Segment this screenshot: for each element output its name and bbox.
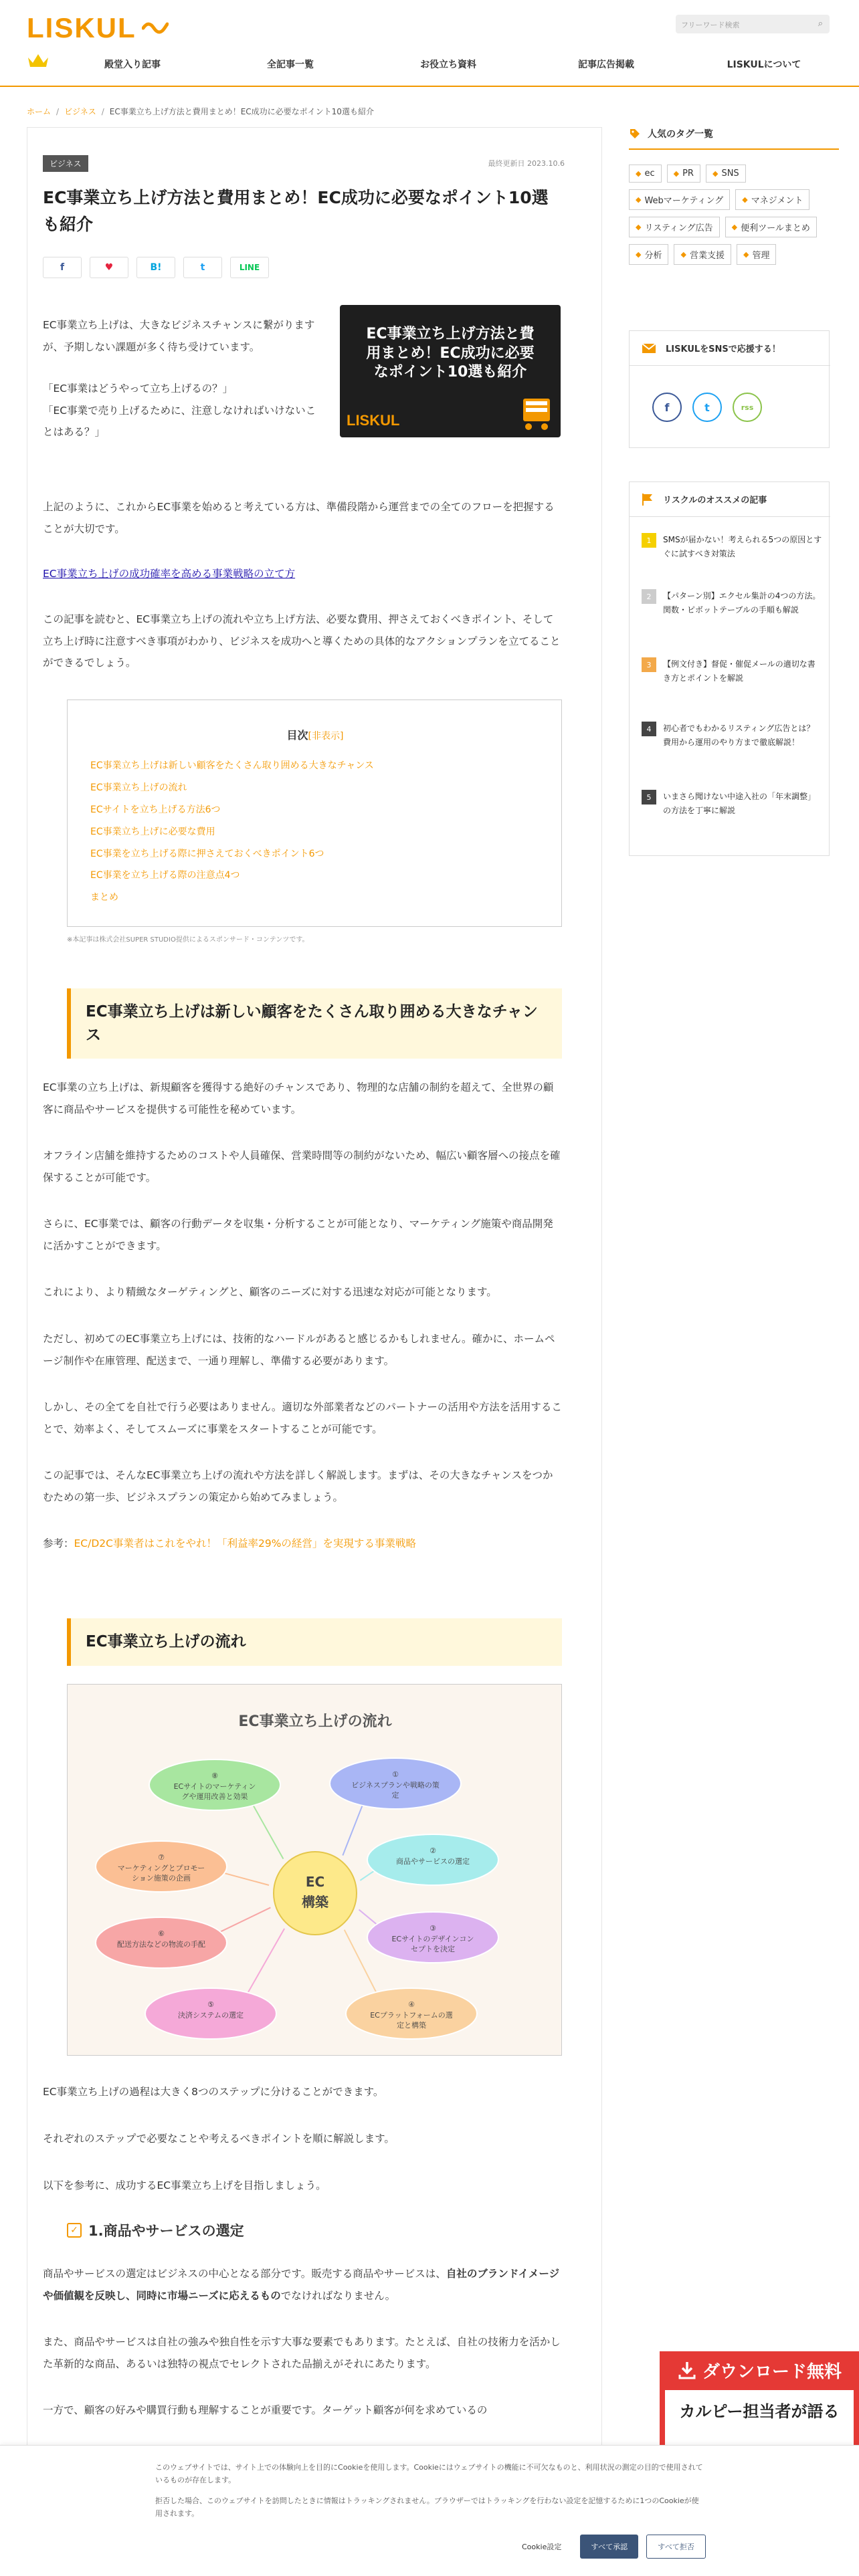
- recommended-title: いまさら聞けない中途入社の「年末調整」の方法を丁寧に解説: [663, 792, 816, 815]
- toc-list: [90, 755, 374, 909]
- paragraph: この記事では、そんなEC事業立ち上げの流れや方法を詳しく解説します。まずは、その大きなチャンスをつかむための第一歩、ビジネスプランの策定から始めてみましょう。: [43, 1469, 553, 1503]
- diagram-step-number: ③: [430, 1924, 436, 1933]
- search-input[interactable]: [676, 15, 830, 33]
- cookie-text: このウェブサイトでは、サイト上での体験向上を目的にCookieを使用します。Cookieにはウェブサイトの機能に不可欠なものと、利用状況の測定の目的で使用されているものが存在します。: [155, 2463, 703, 2485]
- diagram-center-label-1: EC: [305, 1874, 325, 1890]
- tag-item[interactable]: ◆ 営業支援: [674, 244, 731, 265]
- shopping-cart-icon: [519, 392, 554, 432]
- reference-link[interactable]: EC/D2C事業者はこれをやれ！「利益率29%の経営」を実現する事業戦略: [74, 1537, 416, 1549]
- diagram-step-label: 配送方法などの物流の手配: [117, 1940, 205, 1949]
- diagram-step: [149, 1759, 280, 1810]
- diagram-step-label: セプトを決定: [411, 1945, 455, 1953]
- check-icon: ✓: [67, 2223, 82, 2238]
- pocket-share-button[interactable]: ♥: [90, 257, 128, 278]
- diagram-step-number: ①: [392, 1770, 399, 1779]
- toc-item[interactable]: EC事業立ち上げの流れ: [90, 782, 187, 793]
- tag-item[interactable]: ◆ PR: [667, 165, 700, 183]
- rank-badge: 1: [642, 533, 656, 548]
- section-heading-flow: EC事業立ち上げの流れ: [67, 1618, 562, 1666]
- download-icon: [677, 2360, 697, 2380]
- recommended-articles: [629, 481, 830, 856]
- tag-item[interactable]: ◆ Webマーケティング: [629, 189, 730, 210]
- diagram-step-number: ②: [430, 1846, 436, 1855]
- diagram-center-circle: [274, 1852, 357, 1935]
- diagram-step-label: ECプラットフォームの選: [370, 2011, 453, 2020]
- reference-paragraph: 参考：EC/D2C事業者はこれをやれ！「利益率29%の経営」を実現する事業戦略: [43, 1537, 416, 1549]
- sns-follow-box: [629, 330, 830, 448]
- updated-date: 最終更新日 2023.10.6: [488, 159, 565, 168]
- diagram-arrow: [246, 1929, 284, 1996]
- diagram-step-label: グや運用改善と効果: [181, 1792, 248, 1801]
- download-banner-top: ダウンロード無料: [660, 2351, 859, 2389]
- paragraph: 商品やサービスの選定はビジネスの中心となる部分です。販売する商品やサービスは、自社のブランドイメージや価値観を反映し、同時に市場ニーズに応えるものでなければなりません。: [43, 2268, 560, 2302]
- diagram-title: EC事業立ち上げの流れ: [238, 1713, 392, 1730]
- paragraph: EC事業立ち上げの過程は大きく8つのステップに分けることができます。: [43, 2086, 384, 2098]
- tag-icon: [629, 128, 641, 140]
- diagram-step-label: ECサイトのマーケティン: [173, 1782, 256, 1791]
- cookie-buttons: [511, 2535, 706, 2559]
- download-banner[interactable]: [660, 2351, 859, 2452]
- diagram-step-label: 商品やサービスの選定: [396, 1857, 470, 1866]
- site-header: [0, 0, 859, 87]
- subsection-heading: ✓ 1.商品やサービスの選定: [67, 2220, 562, 2240]
- toc-item[interactable]: ECサイトを立ち上げる方法6つ: [90, 804, 221, 815]
- paragraph: オフライン店舗を維持するためのコストや人員確保、営業時間等の制約がないため、幅広い顧客層への接点を確保することが可能です。: [43, 1150, 561, 1184]
- site-logo[interactable]: LISKUL: [27, 12, 136, 43]
- rank-badge: 5: [642, 790, 656, 804]
- flag-icon: [642, 493, 654, 506]
- rss-icon[interactable]: rss: [733, 393, 762, 422]
- table-of-contents: [67, 700, 562, 927]
- nav-item-ads[interactable]: 記事広告掲載: [578, 60, 634, 70]
- breadcrumb-current: EC事業立ち上げ方法と費用まとめ！EC成功に必要なポイント10選も紹介: [109, 107, 374, 116]
- toc-title: 目次[非表示]: [286, 729, 344, 742]
- toc-toggle[interactable]: [非表示]: [308, 731, 344, 742]
- diagram-step-label: ション施策の企画: [132, 1874, 191, 1883]
- twitter-share-button[interactable]: t: [183, 257, 222, 278]
- mail-icon: [642, 343, 656, 354]
- diagram-step: [96, 1841, 227, 1892]
- breadcrumb: ホーム / ビジネス / EC事業立ち上げ方法と費用まとめ！EC成功に必要なポイント10選も紹介: [27, 107, 374, 116]
- recommended-title: 【例文付き】督促・催促メールの適切な書き方とポイントを解説: [663, 659, 816, 683]
- toc-item[interactable]: EC事業を立ち上げる際に押さえておくべきポイント6つ: [90, 848, 324, 859]
- paragraph: 上記のように、これからEC事業を始めると考えている方は、準備段階から運営までの全てのフローを把握することが大切です。: [43, 501, 555, 535]
- article-title: EC事業立ち上げ方法と費用まとめ！EC成功に必要なポイント10選も紹介: [43, 188, 549, 234]
- diagram-step: [330, 1758, 461, 1809]
- nav-item-all-articles[interactable]: 全記事一覧: [267, 60, 314, 70]
- diagram-step-number: ⑥: [158, 1929, 165, 1938]
- recommended-title: 初心者でもわかるリスティング広告とは？費用から運用のやり方まで徹底解説！: [663, 724, 815, 747]
- tag-item[interactable]: ◆ 管理: [737, 244, 776, 265]
- facebook-share-button[interactable]: f: [43, 257, 82, 278]
- paragraph: しかし、その全てを自社で行う必要はありません。適切な外部業者などのパートナーの活用や方法を活用することで、効率よく、そしてスムーズに事業をスタートすることが可能です。: [43, 1401, 562, 1435]
- intro-text: [43, 314, 317, 443]
- diagram-step-number: ④: [408, 2000, 415, 2009]
- facebook-icon[interactable]: f: [652, 393, 682, 422]
- diagram-step-label: 決済システムの選定: [178, 2011, 244, 2020]
- search-icon[interactable]: ⌕: [818, 19, 823, 29]
- diagram-step: [367, 1912, 498, 1963]
- sns-icons: [652, 393, 762, 422]
- rank-badge: 3: [642, 657, 656, 672]
- strategy-article-link[interactable]: EC事業立ち上げの成功確率を高める事業戦略の立て方: [43, 568, 296, 580]
- paragraph: 一方で、顧客の好みや購買行動も理解することが重要です。ターゲット顧客が何を求めているの: [43, 2404, 488, 2416]
- recommended-heading: リスクルのオススメの記事: [630, 482, 830, 517]
- nav-item-resources[interactable]: お役立ち資料: [420, 60, 476, 70]
- tag-list: [629, 165, 836, 265]
- tag-item[interactable]: ◆ SNS: [706, 165, 746, 183]
- ec-flow-diagram: [67, 1684, 562, 2056]
- toc-item[interactable]: EC事業立ち上げは新しい顧客をたくさん取り囲める大きなチャンス: [90, 760, 374, 771]
- nav-item-about[interactable]: LISKULについて: [727, 60, 801, 70]
- header-divider: [0, 86, 859, 87]
- intro-paragraph: EC事業立ち上げは、大きなビジネスチャンスに繋がりますが、予期しない課題が多く待ち受けています。: [43, 319, 315, 353]
- tag-item[interactable]: ◆ 分析: [629, 244, 668, 265]
- recommended-item[interactable]: [642, 533, 822, 561]
- diagram-step: [145, 1988, 276, 2039]
- sns-heading: LISKULをSNSで応援する！: [630, 331, 830, 366]
- hero-logo: LISKUL: [347, 412, 400, 429]
- breadcrumb-category[interactable]: ビジネス: [64, 107, 96, 116]
- search-placeholder: フリーワード検索: [681, 21, 740, 29]
- cookie-settings-button[interactable]: Cookie設定: [522, 2543, 562, 2551]
- paragraph: この記事を読むと、EC事業立ち上げの流れや立ち上げ方法、必要な費用、押さえておくべきポイント、そして立ち上げ時に注意すべき事項がわかり、ビジネスを成功へと導くための具体的なアクションプランを立てることができるでしょう。: [43, 613, 561, 669]
- diagram-step-label: マーケティングとプロモー: [117, 1864, 205, 1872]
- diagram-step-number: ⑧: [211, 1772, 218, 1780]
- toc-item[interactable]: まとめ: [90, 892, 118, 903]
- share-buttons: [43, 257, 269, 278]
- reject-all-button[interactable]: すべて拒否: [646, 2535, 706, 2559]
- diagram-arrow: [251, 1802, 283, 1859]
- toc-item[interactable]: EC事業立ち上げに必要な費用: [90, 826, 215, 837]
- tag-item[interactable]: ◆ ec: [629, 165, 662, 183]
- diagram-step: [96, 1917, 227, 1968]
- sidebar-heading-underline: [629, 148, 839, 150]
- toc-item[interactable]: EC事業を立ち上げる際の注意点4つ: [90, 870, 240, 881]
- diagram-step-label: ECサイトのデザインコン: [391, 1935, 474, 1943]
- recommended-item[interactable]: [642, 657, 822, 685]
- recommended-title: SMSが届かない！考えられる5つの原因とすぐに試すべき対策法: [663, 535, 822, 558]
- paragraph: EC事業の立ち上げは、新規顧客を獲得する絶好のチャンスであり、物理的な店舗の制約を超えて、全世界の顧客に商品やサービスを提供する可能性を秘めています。: [43, 1081, 554, 1115]
- hatena-share-button[interactable]: B!: [136, 257, 175, 278]
- section-heading-opportunity: EC事業立ち上げは新しい顧客をたくさん取り囲める大きなチャンス: [67, 988, 562, 1059]
- diagram-step: [346, 1988, 477, 2039]
- hero-title: EC事業立ち上げ方法と費用まとめ！EC成功に必要なポイント10選も紹介: [366, 326, 535, 381]
- popular-tags-heading: 人気のタグ一覧: [629, 127, 839, 140]
- cookie-text: 拒否した場合、このウェブサイトを訪問したときに情報はトラッキングされません。ブラウザーではトラッキングを行わない設定を記憶するために1つのCookieが使用されます。: [155, 2496, 699, 2518]
- recommended-title: 【パターン別】エクセル集計の4つの方法。関数・ピボットテーブルの手順も解説: [663, 591, 821, 615]
- rank-badge: 4: [642, 722, 656, 736]
- diagram-step: [367, 1834, 498, 1885]
- diagram-step-label: 定: [391, 1791, 399, 1800]
- paragraph: また、商品やサービスは自社の強みや独自性を示す大事な要素でもあります。たとえば、自社の技術力を活かした革新的な商品、あるいは独特の視点でセレクトされた品揃えがそれにあたります。: [43, 2336, 561, 2370]
- line-share-button[interactable]: LINE: [230, 257, 269, 278]
- diagram-step-number: ⑦: [158, 1853, 165, 1862]
- diagram-step-label: 定と構築: [397, 2021, 426, 2030]
- diagram-center-label-2: 構築: [302, 1894, 328, 1910]
- nav-item-hall-of-fame[interactable]: 殿堂入り記事: [104, 60, 161, 70]
- diagram-arrow: [343, 1802, 363, 1855]
- hero-image: [340, 305, 561, 437]
- tag-item[interactable]: ◆ リスティング広告: [629, 217, 720, 237]
- download-banner-subtitle: カルピー担当者が語る: [665, 2390, 854, 2452]
- diagram-step-number: ⑤: [207, 2000, 214, 2009]
- recommended-item[interactable]: [642, 589, 822, 617]
- breadcrumb-home[interactable]: ホーム: [27, 107, 52, 116]
- paragraph: さらに、EC事業では、顧客の行動データを収集・分析することが可能となり、マーケティング施策や商品開発に活かすことができます。: [43, 1218, 553, 1252]
- tag-item[interactable]: ◆ マネジメント: [735, 189, 809, 210]
- logo-wave-icon: [142, 19, 169, 37]
- intro-question-2: 「EC事業で売り上げるために、注意しなければいけないことはある？」: [43, 404, 316, 439]
- diagram-step-label: ビジネスプランや戦略の策: [351, 1781, 440, 1790]
- recommended-item[interactable]: [642, 722, 822, 750]
- intro-question-1: 「EC事業はどうやって立ち上げるの？」: [43, 383, 233, 395]
- recommended-item[interactable]: [642, 790, 822, 818]
- paragraph: それぞれのステップで必要なことや考えるべきポイントを順に解説します。: [43, 2133, 395, 2145]
- global-nav: [54, 58, 843, 74]
- accept-all-button[interactable]: すべて承認: [580, 2535, 638, 2559]
- paragraph: 以下を参考に、成功するEC事業立ち上げを目指しましょう。: [43, 2179, 326, 2191]
- crown-icon: [27, 52, 50, 68]
- category-badge[interactable]: ビジネス: [43, 155, 88, 172]
- twitter-icon[interactable]: t: [692, 393, 722, 422]
- paragraph: ただし、初めてのEC事業立ち上げには、技術的なハードルがあると感じるかもしれません。確かに、ホームページ制作や在庫管理、配送まで、一通り理解し、準備する必要があります。: [43, 1333, 555, 1367]
- paragraph: これにより、より精緻なターゲティングと、顧客のニーズに対する迅速な対応が可能となります。: [43, 1286, 497, 1298]
- sponsored-note: ※本記事は株式会社SUPER STUDIO提供によるスポンサード・コンテンツです。: [67, 936, 309, 944]
- ec-flow-svg: [68, 1685, 563, 2056]
- emphasis: 自社のブランドイメージや価値観を反映し、同時に市場ニーズに応えるもの: [43, 2268, 560, 2302]
- rank-badge: 2: [642, 589, 656, 604]
- tag-item[interactable]: ◆ 便利ツールまとめ: [725, 217, 817, 237]
